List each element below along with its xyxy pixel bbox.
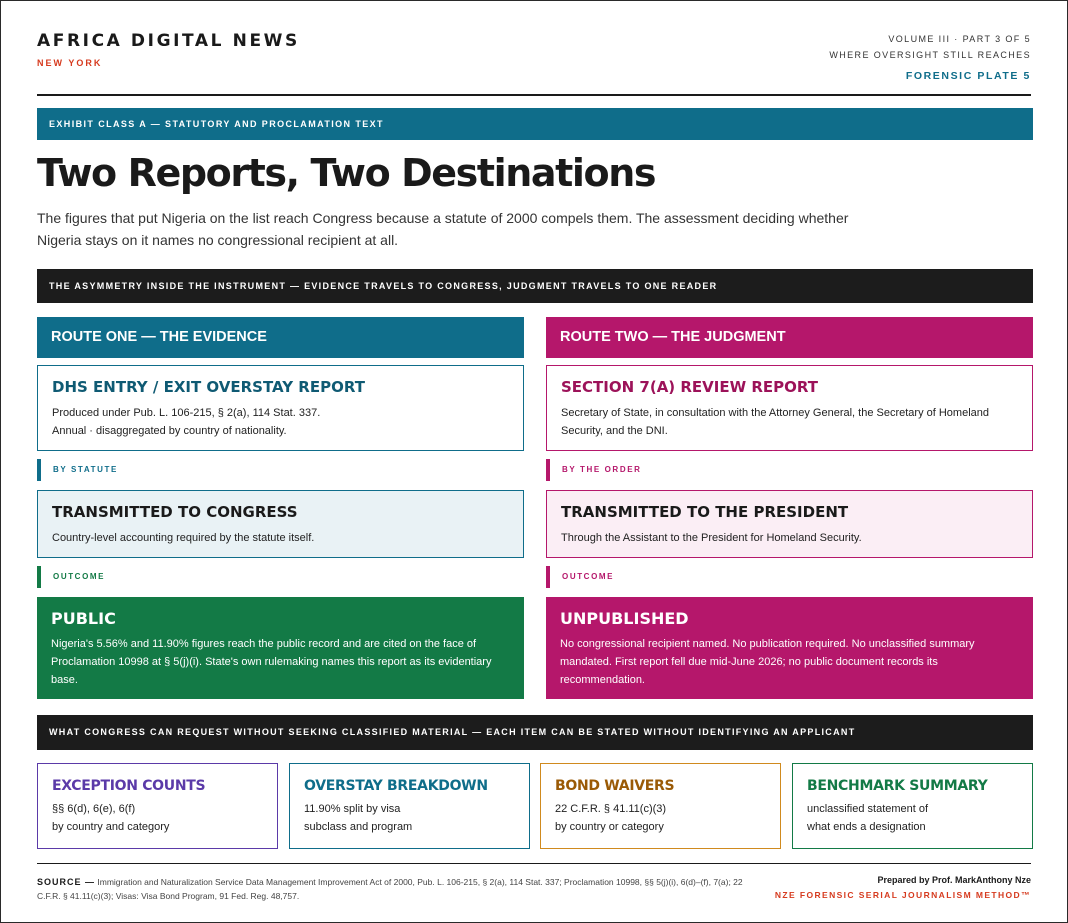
plate-label: FORENSIC PLATE 5 <box>905 70 1031 82</box>
request-card-bond-waivers <box>540 763 781 849</box>
method-label: NZE FORENSIC SERIAL JOURNALISM METHOD™ <box>774 890 1031 900</box>
brand-name: AFRICA DIGITAL NEWS <box>37 31 300 51</box>
footer-rule <box>37 863 1031 864</box>
route-one-report-line1: Produced under Pub. L. 106-215, § 2(a), 114 Stat. 337. <box>52 407 321 419</box>
route-two-destination-body: Through the Assistant to the President for Homeland Security. <box>561 532 862 544</box>
route-one-report-body <box>52 404 509 440</box>
header-rule <box>37 94 1031 96</box>
request-card-title: EXCEPTION COUNTS <box>52 778 206 794</box>
exhibit-banner: EXHIBIT CLASS A — STATUTORY AND PROCLAMATION TEXT <box>37 108 1033 140</box>
request-card-title: OVERSTAY BREAKDOWN <box>304 778 488 794</box>
route-one-header: ROUTE ONE — THE EVIDENCE <box>37 317 524 358</box>
prepared-by: Prepared by Prof. MarkAnthony Nze <box>877 875 1031 885</box>
request-card-body <box>304 800 515 836</box>
volume-label: VOLUME III · PART 3 OF 5 <box>888 34 1031 44</box>
route-one-report-line2: Annual · disaggregated by country of nationality. <box>52 425 287 437</box>
series-subtitle: WHERE OVERSIGHT STILL REACHES <box>829 50 1031 60</box>
request-card-line: 22 C.F.R. § 41.11(c)(3) <box>555 803 667 815</box>
route-one-outcome-body: Nigeria's 5.56% and 11.90% figures reach the public record and are cited on the face of Proclamation 10998 at § 5(j)(i). State's own rulemaking names this report as its evidentiary base. <box>51 638 492 686</box>
route-one-outcome-title: PUBLIC <box>51 609 116 628</box>
route-two-destination-box <box>546 490 1033 558</box>
request-card-title: BENCHMARK SUMMARY <box>807 778 988 794</box>
request-card-line: unclassified statement of <box>807 803 929 815</box>
source-label: SOURCE — <box>37 877 96 887</box>
page-title: Two Reports, Two Destinations <box>37 151 656 195</box>
route-one-destination-body: Country-level accounting required by the statute itself. <box>52 532 315 544</box>
request-card-line: by country and category <box>52 821 170 833</box>
route-one-statute-tag: BY STATUTE <box>37 459 118 481</box>
asymmetry-band: THE ASYMMETRY INSIDE THE INSTRUMENT — EVIDENCE TRAVELS TO CONGRESS, JUDGMENT TRAVELS TO ONE READER <box>37 269 1033 303</box>
request-card-line: 11.90% split by visa <box>304 803 401 815</box>
route-two-outcome-title: UNPUBLISHED <box>560 609 689 628</box>
request-card-exception-counts <box>37 763 278 849</box>
route-two-header: ROUTE TWO — THE JUDGMENT <box>546 317 1033 358</box>
request-card-title: BOND WAIVERS <box>555 778 675 794</box>
request-card-line: what ends a designation <box>807 821 926 833</box>
request-card-body <box>555 800 766 836</box>
route-two-outcome-body: No congressional recipient named. No publication required. No unclassified summary mandated. First report fell due mid-June 2026; no public document records its recommendation. <box>560 638 975 686</box>
route-one-outcome-tag: OUTCOME <box>37 566 105 588</box>
source-note <box>37 875 747 903</box>
request-card-body <box>807 800 1018 836</box>
route-two-report-body: Secretary of State, in consultation with the Attorney General, the Secretary of Homeland Security, and the DNI. <box>561 407 990 437</box>
route-one-destination-box <box>37 490 524 558</box>
request-card-line: §§ 6(d), 6(e), 6(f) <box>52 803 136 815</box>
source-text: Immigration and Naturalization Service Data Management Improvement Act of 2000, Pub. L. 106-215, § 2(a), 114 Stat. 337; Proclamation 10998, §§ 5(j)(i), 6(d)–(f), 7(a); 22 C.F.R. § 41.11(c)(3); Visas: Visa Bond Program, 91 Fed. Reg. 48,757. <box>37 877 743 901</box>
issue-meta <box>829 34 1031 82</box>
route-one-outcome-box <box>37 597 524 699</box>
route-two-outcome-tag: OUTCOME <box>546 566 614 588</box>
dateline-city: NEW YORK <box>37 58 103 68</box>
request-card-body <box>52 800 263 836</box>
request-card-benchmark-summary <box>792 763 1033 849</box>
route-one-destination-title: TRANSMITTED TO CONGRESS <box>52 503 298 521</box>
route-two-order-tag: BY THE ORDER <box>546 459 642 481</box>
route-one-report-title: DHS ENTRY / EXIT OVERSTAY REPORT <box>52 378 365 396</box>
request-card-overstay-breakdown <box>289 763 530 849</box>
route-two-report-title: SECTION 7(A) REVIEW REPORT <box>561 378 819 396</box>
masthead <box>37 31 300 68</box>
route-two-destination-title: TRANSMITTED TO THE PRESIDENT <box>561 503 849 521</box>
request-card-line: by country or category <box>555 821 664 833</box>
route-two-outcome-box <box>546 597 1033 699</box>
dek-paragraph: The figures that put Nigeria on the list reach Congress because a statute of 2000 compels them. The assessment deciding whether Nigeria stays on it names no congressional recipient at all. <box>37 210 849 248</box>
requests-band: WHAT CONGRESS CAN REQUEST WITHOUT SEEKING CLASSIFIED MATERIAL — EACH ITEM CAN BE STATED WITHOUT IDENTIFYING AN APPLICANT <box>37 715 1033 750</box>
route-one-report-box <box>37 365 524 451</box>
route-two-report-box <box>546 365 1033 451</box>
request-card-line: subclass and program <box>304 821 413 833</box>
credit-block <box>775 875 1031 900</box>
